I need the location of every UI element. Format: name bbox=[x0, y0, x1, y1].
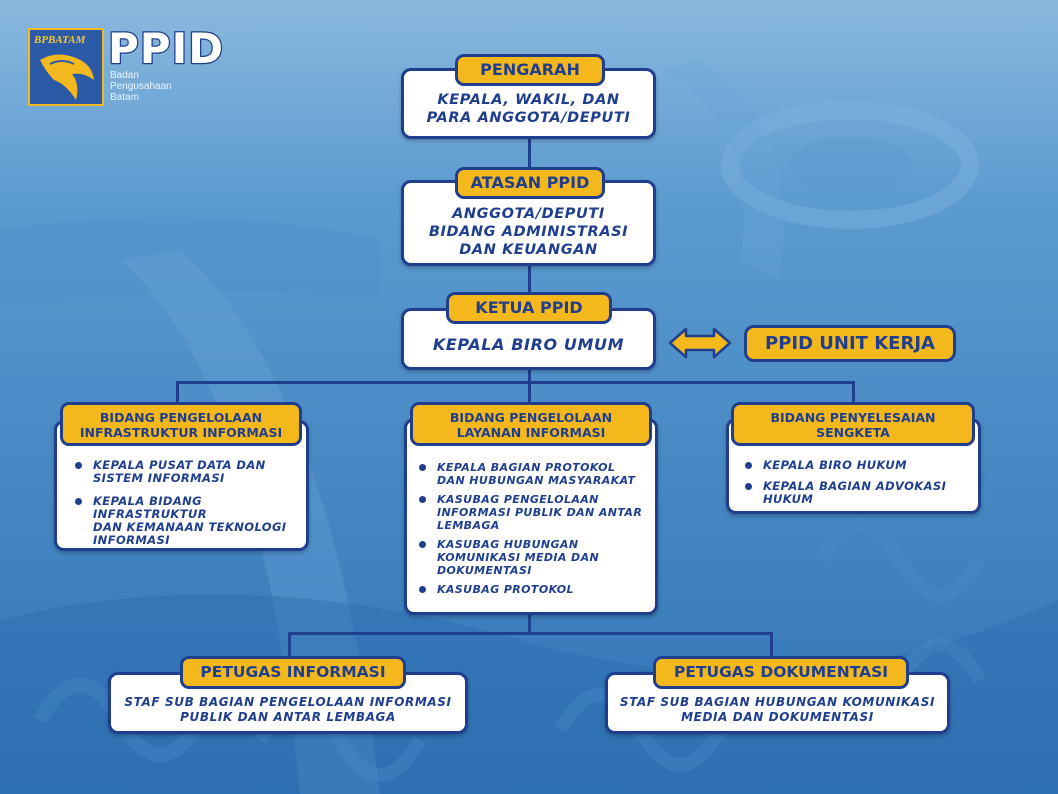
bidang-sengketa-list bbox=[745, 459, 977, 516]
bidang-infrastruktur-label bbox=[60, 402, 302, 446]
bidang-layanan-box bbox=[404, 418, 658, 615]
list-item-line: LEMBAGA bbox=[437, 519, 500, 532]
label-line: BIDANG PENGELOLAAN bbox=[99, 410, 263, 425]
list-item-line: KEPALA BIDANG INFRASTRUKTUR bbox=[93, 494, 207, 521]
atasan-ppid-text bbox=[404, 205, 653, 259]
label-line: BIDANG PENGELOLAAN bbox=[449, 410, 613, 425]
list-item bbox=[419, 538, 657, 577]
logo-subtitle-line: Badan bbox=[110, 70, 139, 81]
list-item bbox=[419, 583, 657, 596]
connector-line bbox=[528, 612, 531, 634]
box-text-line: STAF SUB BAGIAN PENGELOLAAN INFORMASI bbox=[124, 695, 452, 709]
list-item bbox=[75, 495, 307, 547]
petugas-dokumentasi-label: PETUGAS DOKUMENTASI bbox=[653, 656, 909, 689]
list-item-line: HUKUM bbox=[763, 492, 814, 506]
ketua-ppid-text: KEPALA BIRO UMUM bbox=[432, 335, 625, 354]
pengarah-label: PENGARAH bbox=[455, 54, 605, 86]
list-item-line: KOMUNIKASI MEDIA DAN bbox=[437, 551, 600, 564]
label-line: INFRASTRUKTUR INFORMASI bbox=[79, 425, 283, 440]
atasan-ppid-label: ATASAN PPID bbox=[455, 167, 605, 199]
list-item-line: KASUBAG HUBUNGAN bbox=[437, 538, 579, 551]
box-text-line: PARA ANGGOTA/DEPUTI bbox=[426, 110, 631, 126]
box-text-line: KEPALA, WAKIL, DAN bbox=[437, 92, 620, 108]
box-text-line: DAN KEUANGAN bbox=[459, 242, 598, 258]
list-item-line: DAN HUBUNGAN MASYARAKAT bbox=[437, 474, 636, 487]
petugas-informasi-text bbox=[111, 695, 465, 725]
box-text-line: BIDANG ADMINISTRASI bbox=[428, 224, 629, 240]
eagle-icon bbox=[36, 50, 98, 102]
double-arrow-icon bbox=[668, 326, 732, 360]
ppid-unit-kerja-label: PPID UNIT KERJA bbox=[744, 325, 956, 362]
connector-line bbox=[176, 381, 854, 384]
ppid-logo bbox=[28, 24, 228, 110]
logo-subtitle-line: Batam bbox=[110, 92, 139, 103]
bidang-layanan-label bbox=[410, 402, 652, 446]
ppid-title: PPID bbox=[108, 24, 225, 73]
logo-subtitle-line: Pengusahaan bbox=[110, 81, 172, 92]
list-item bbox=[745, 459, 977, 472]
pengarah-text bbox=[404, 91, 653, 127]
list-item-line: KEPALA BAGIAN ADVOKASI bbox=[763, 479, 947, 493]
box-text-line: MEDIA DAN DOKUMENTASI bbox=[681, 710, 874, 724]
bp-batam-brand: BPBATAM bbox=[34, 34, 86, 46]
list-item-line: INFORMASI PUBLIK DAN ANTAR bbox=[437, 506, 643, 519]
petugas-informasi-label: PETUGAS INFORMASI bbox=[180, 656, 406, 689]
label-line: SENGKETA bbox=[816, 425, 890, 440]
bp-batam-emblem bbox=[28, 28, 104, 106]
list-item-line: KASUBAG PENGELOLAAN bbox=[437, 493, 599, 506]
bidang-infrastruktur-list bbox=[75, 459, 307, 557]
connector-line bbox=[176, 381, 179, 403]
list-item bbox=[419, 493, 657, 532]
label-line: BIDANG PENYELESAIAN bbox=[770, 410, 936, 425]
box-text-line: PUBLIK DAN ANTAR LEMBAGA bbox=[180, 710, 396, 724]
logo-subtitle bbox=[110, 70, 172, 103]
list-item-line: DOKUMENTASI bbox=[437, 564, 532, 577]
list-item-line: DAN KEMANAAN TEKNOLOGI bbox=[93, 520, 287, 534]
petugas-dokumentasi-text bbox=[608, 695, 947, 725]
label-line: LAYANAN INFORMASI bbox=[456, 425, 606, 440]
list-item-line: KEPALA BAGIAN PROTOKOL bbox=[437, 461, 616, 474]
connector-line bbox=[528, 368, 531, 402]
list-item-line: KASUBAG PROTOKOL bbox=[437, 583, 574, 596]
box-text-line: STAF SUB BAGIAN HUBUNGAN KOMUNIKASI bbox=[619, 695, 936, 709]
bidang-sengketa-label bbox=[731, 402, 975, 446]
connector-line bbox=[852, 381, 855, 403]
list-item bbox=[75, 459, 307, 485]
list-item bbox=[419, 461, 657, 487]
connector-line bbox=[288, 632, 772, 635]
list-item-line: SISTEM INFORMASI bbox=[93, 471, 225, 485]
box-text-line: ANGGOTA/DEPUTI bbox=[452, 206, 605, 222]
list-item-line: KEPALA BIRO HUKUM bbox=[763, 458, 907, 472]
list-item bbox=[745, 480, 977, 506]
ketua-ppid-label: KETUA PPID bbox=[446, 292, 612, 324]
bidang-layanan-list bbox=[419, 461, 657, 596]
list-item-line: KEPALA PUSAT DATA DAN bbox=[93, 458, 266, 472]
list-item-line: INFORMASI bbox=[93, 533, 170, 547]
